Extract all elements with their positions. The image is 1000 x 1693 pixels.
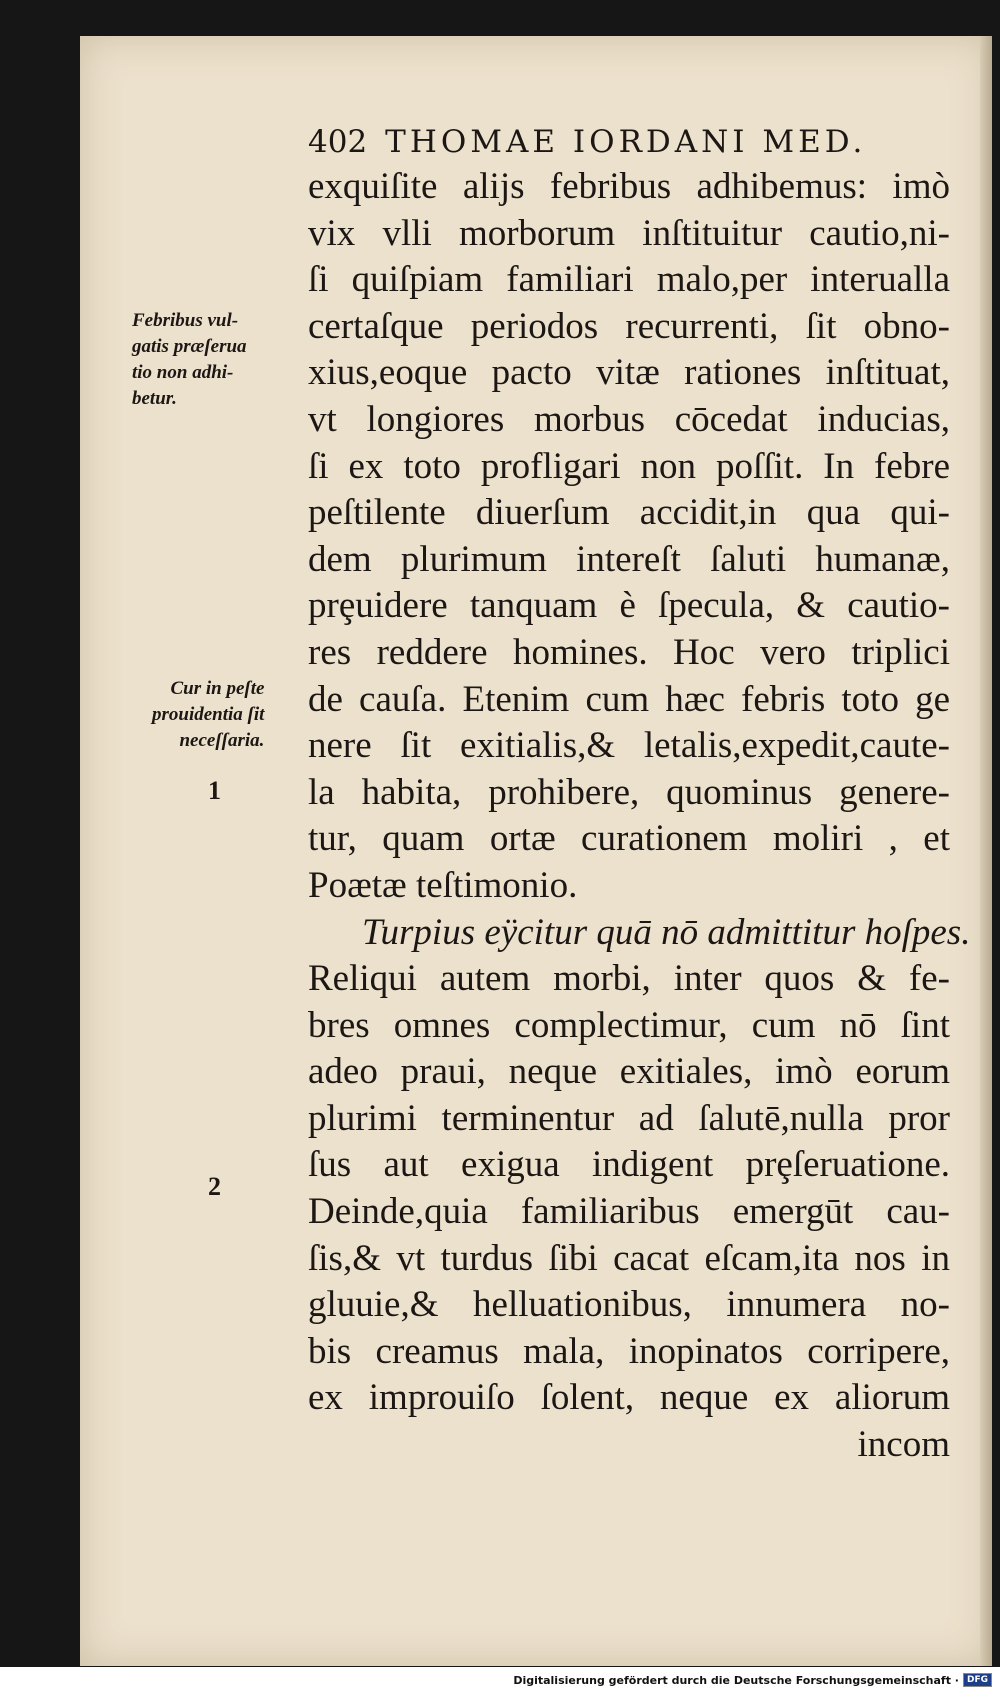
margin-note-line: neceſſaria. [179, 730, 265, 751]
margin-note-line: Febribus vul- [132, 310, 239, 331]
text-line: de cauſa. Etenim cum hæc febris toto ge [308, 678, 950, 720]
text-line: Deinde,quia familiaribus emergūt cau- [308, 1191, 950, 1233]
text-line: bis creamus mala, inopinatos corripere, [308, 1330, 950, 1372]
text-line: gluuie,& helluationibus, innumera no- [308, 1284, 950, 1326]
margin-note-line: Cur in peſte [170, 678, 265, 699]
running-head [308, 124, 866, 160]
margin-note-1 [132, 308, 247, 412]
text-line: res reddere homines. Hoc vero triplici [308, 631, 950, 673]
text-line: ſis,& vt turdus ſibi cacat eſcam,ita nos in [308, 1237, 950, 1279]
dfg-logo: DFG [963, 1673, 992, 1687]
text-line: dem plurimum intereſt ſaluti humanæ, [308, 538, 950, 580]
page-edge [980, 36, 992, 1666]
text-line: ſi quiſpiam familiari malo,per interualla [308, 259, 950, 301]
text-block [308, 164, 971, 1469]
text-line: vt longiores morbus cōcedat inducias, [308, 398, 950, 440]
margin-note-line: prouidentia ſit [152, 704, 265, 725]
margin-note-line: tio non adhi- [132, 362, 234, 383]
digitization-credit [0, 1667, 1000, 1693]
margin-number-2: 2 [208, 1172, 221, 1201]
running-title: THOMAE IORDANI MED. [385, 124, 867, 160]
book-page [80, 36, 992, 1666]
text-line: vix vlli morborum inſtituitur cautio,ni- [308, 212, 950, 254]
text-line: Reliqui autem morbi, inter quos & fe- [308, 958, 950, 1000]
catchword: incom [857, 1424, 950, 1466]
text-line: ſi ex toto profligari non poſſit. In febre [308, 445, 950, 487]
margin-number-1: 1 [208, 776, 221, 805]
text-line: bres omnes complectimur, cum nō ſint [308, 1004, 950, 1046]
text-line: xius,eoque pacto vitæ rationes inſtituat, [308, 352, 950, 394]
margin-note-line: gatis præſerua [132, 336, 247, 357]
text-line: tur, quam ortæ curationem moliri , et [308, 818, 950, 860]
text-line: exquiſite alijs febribus adhibemus: imò [308, 166, 950, 207]
text-line: certaſque periodos recurrenti, ſit obno- [308, 305, 950, 347]
verse-line: Turpius eÿcitur quā nō admittitur hoſpes. [362, 911, 971, 953]
text-line: adeo praui, neque exitiales, imò eorum [308, 1051, 950, 1093]
text-line: plurimi terminentur ad ſalutē,nulla pror [308, 1097, 950, 1139]
text-line: la habita, prohibere, quominus genere- [308, 771, 950, 813]
text-line: ſus aut exigua indigent prȩſeruatione. [308, 1144, 950, 1186]
text-line: Poætæ teſtimonio. [308, 864, 578, 906]
text-line: ex improuiſo ſolent, neque ex aliorum [308, 1377, 950, 1419]
margin-note-line: betur. [132, 388, 177, 409]
page-number: 402 [308, 124, 368, 160]
text-line: prȩuidere tanquam è ſpecula, & cautio- [308, 585, 950, 627]
text-line: peſtilente diuerſum accidit,in qua qui- [308, 492, 950, 534]
text-line: nere ſit exitialis,& letalis,expedit,caute- [308, 725, 950, 767]
margin-note-2 [152, 676, 264, 754]
credit-text: Digitalisierung gefördert durch die Deutsche Forschungsgemeinschaft · [513, 1673, 959, 1687]
